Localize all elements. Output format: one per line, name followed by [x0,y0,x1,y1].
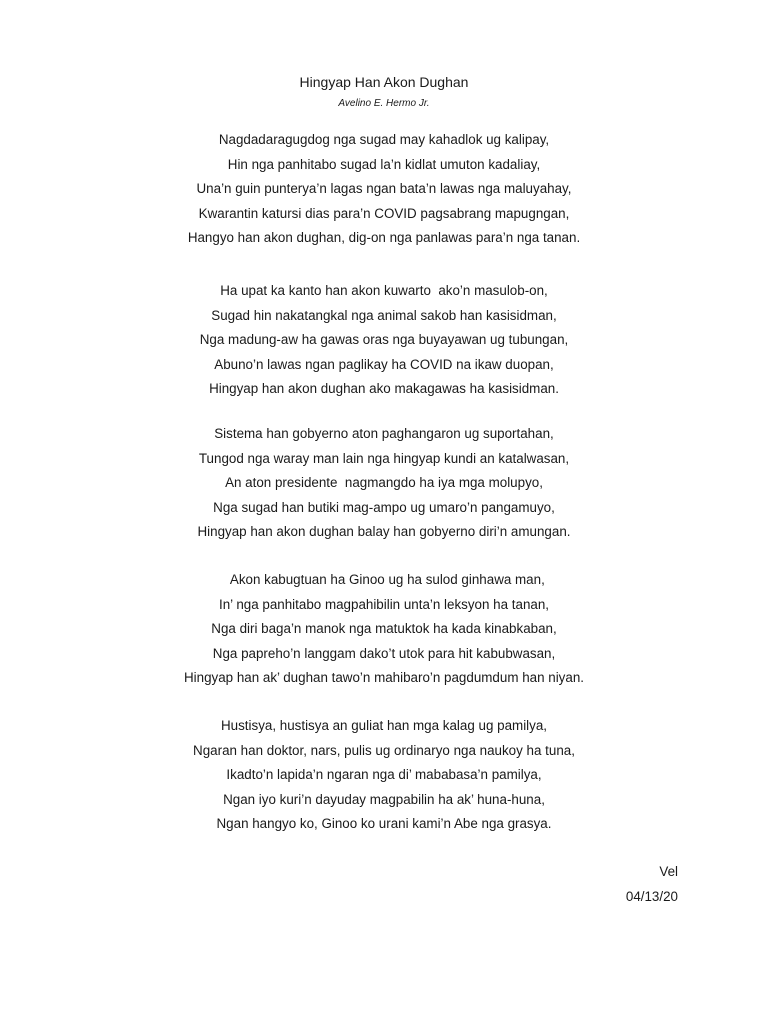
poem-line: Nga papreho’n langgam dako’t utok para hit kabubwasan, [212,645,556,661]
poem-line: An aton presidente nagmangdo ha iya mga molupyo, [225,475,543,490]
poem-line: In’ nga panhitabo magpahibilin unta’n leksyon ha tanan, [218,596,550,612]
stanza-1 [0,128,768,251]
poem-line: Nagdadaragugdog nga sugad may kahadlok ug kalipay, [218,132,550,147]
poem-line: Hin nga panhitabo sugad la’n kidlat umuton kadaliay, [227,156,541,172]
poem-line: Hingyap han akon dughan balay han gobyerno diri’n amungan. [197,524,571,539]
stanza-4 [0,568,768,691]
poem-line: Tungod nga waray man lain nga hingyap kundi an katalwasan, [198,450,570,466]
poem-line: Abuno’n lawas ngan paglikay ha COVID na ikaw duopan, [214,356,554,372]
stanza-2 [0,279,768,402]
poem-line: Ngan hangyo ko, Ginoo ko urani kami’n Abe nga grasya. [216,816,552,831]
poem-title: Hingyap Han Akon Dughan [299,74,469,90]
poem-line: Akon kabugtuan ha Ginoo ug ha sulod ginhawa man, [223,572,545,587]
stanza-3 [0,422,768,545]
poem-line: Ha upat ka kanto han akon kuwarto ako’n masulob-on, [220,283,548,298]
poem-line: Nga diri baga’n manok nga matuktok ha kada kinabkaban, [211,621,557,636]
poem-line: Hingyap han ak’ dughan tawo’n mahibaro’n pagdumdum han niyan. [183,670,584,685]
poem-line: Ikadto’n lapida’n ngaran nga di’ mababasa’n pamilya, [226,767,542,782]
poem-line: Sistema han gobyerno aton paghangaron ug suportahan, [214,426,554,441]
poem-line: Hangyo han akon dughan, dig-on nga panlawas para’n nga tanan. [187,230,581,245]
poem-line: Ngan iyo kuri’n dayuday magpabilin ha ak’ huna-huna, [223,791,545,807]
poem-line: Nga madung-aw ha gawas oras nga buyayawan ug tubungan, [199,332,569,347]
stanza-5 [0,714,768,837]
poem-line: Sugad hin nakatangkal nga animal sakob han kasisidman, [211,307,557,323]
poem-line: Una’n guin punterya’n lagas ngan bata’n lawas nga maluyahay, [196,181,572,196]
poem-line: Kwarantin katursi dias para’n COVID pagsabrang mapugngan, [198,205,570,221]
poem-line: Ngaran han doktor, nars, pulis ug ordinaryo nga naukoy ha tuna, [193,742,575,758]
poem-line: Nga sugad han butiki mag-ampo ug umaro’n pangamuyo, [213,499,555,515]
poem-line: Hingyap han akon dughan ako makagawas ha kasisidman. [209,381,559,396]
poem-author: Avelino E. Hermo Jr. [338,98,430,109]
poem-line: Hustisya, hustisya an guliat han mga kalag ug pamilya, [220,718,548,733]
signature-name: Vel [659,864,678,879]
signature-date: 04/13/20 [625,889,678,904]
